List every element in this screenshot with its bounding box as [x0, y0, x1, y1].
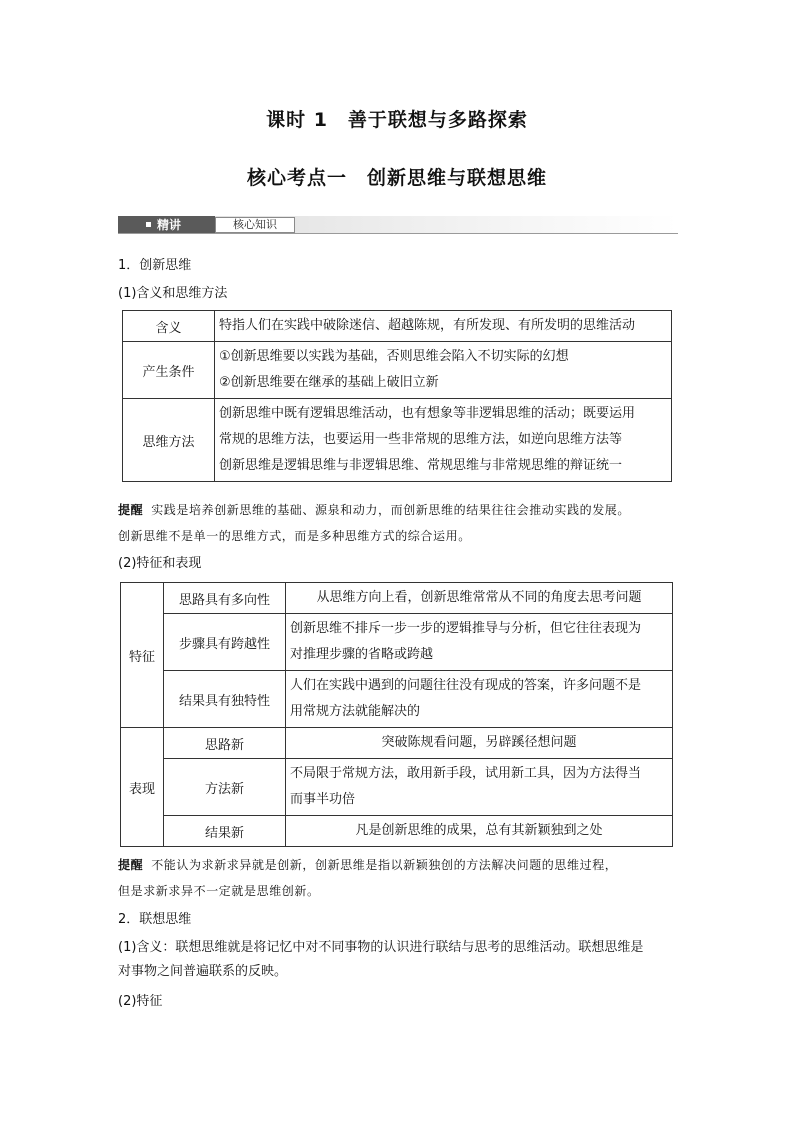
section1-heading: 1．创新思维	[118, 258, 192, 273]
feature-name: 结果新	[164, 816, 286, 847]
row-content	[215, 342, 672, 399]
content-line: ①创新思维要以实践为基础，否则思维会陷入不切实际的幻想	[219, 349, 569, 364]
note-line: 创新思维不是单一的思维方式，而是多种思维方式的综合运用。	[118, 529, 471, 543]
feature-content	[286, 728, 673, 759]
note-line	[118, 497, 683, 523]
table-row	[123, 399, 672, 482]
group-label: 表现	[121, 728, 164, 847]
content-line: 创新思维不排斥一步一步的逻辑推导与分析，但它往往表现为	[290, 621, 642, 636]
definition-method-table	[122, 310, 672, 482]
section-banner	[118, 216, 678, 234]
feature-name: 思路新	[164, 728, 286, 759]
section1-sub1: (1)含义和思维方法	[118, 286, 228, 301]
note-line: 但是求新求异不一定就是思维创新。	[118, 884, 320, 898]
section2-definition	[118, 936, 678, 984]
content-line: 用常规方法就能解决的	[290, 704, 421, 719]
content-line: 创新思维是逻辑思维与非逻辑思维、常规思维与非常规思维的辩证统一	[219, 458, 623, 473]
content-line: 从思维方向上看，创新思维常常从不同的角度去思考问题	[316, 590, 642, 605]
group-label: 特征	[121, 583, 164, 728]
feature-content	[286, 759, 673, 816]
content-line: 凡是创新思维的成果，总有其新颖独到之处	[355, 823, 603, 838]
table-row	[121, 728, 673, 759]
table-row	[121, 759, 673, 816]
feature-name: 思路具有多向性	[164, 583, 286, 614]
note-2	[118, 852, 683, 904]
feature-name: 结果具有独特性	[164, 671, 286, 728]
table-row	[121, 583, 673, 614]
content-line: 突破陈规看问题，另辟蹊径想问题	[381, 735, 577, 750]
section2-heading: 2．联想思维	[118, 912, 192, 927]
feature-name: 方法新	[164, 759, 286, 816]
feature-name: 步骤具有跨越性	[164, 614, 286, 671]
note-1	[118, 497, 683, 549]
table-row	[121, 614, 673, 671]
core-point-title: 核心考点一 创新思维与联想思维	[246, 167, 547, 189]
banner-divider	[118, 233, 678, 234]
section2-sub2: (2)特征	[118, 994, 163, 1009]
feature-content	[286, 583, 673, 614]
table-row	[123, 311, 672, 342]
content-line: 对推理步骤的省略或跨越	[290, 647, 434, 662]
content-line: 而事半功倍	[290, 792, 356, 807]
note-text: 不能认为求新求异就是创新，创新思维是指以新颖独创的方法解决问题的思维过程，	[151, 858, 618, 872]
content-line: 不局限于常规方法，敢用新手段，试用新工具，因为方法得当	[290, 766, 642, 781]
table-row	[123, 342, 672, 399]
row-content	[215, 311, 672, 342]
definition-line: (1)含义：联想思维就是将记忆中对不同事物的认识进行联结与思考的思维活动。联想思维是	[118, 940, 644, 955]
note-text: 实践是培养创新思维的基础、源泉和动力，而创新思维的结果往往会推动实践的发展。	[151, 503, 631, 517]
row-label: 含义	[123, 311, 215, 342]
section1-sub2: (2)特征和表现	[118, 556, 202, 571]
features-table	[120, 582, 673, 847]
content-line: 创新思维中既有逻辑思维活动，也有想象等非逻辑思维的活动；既要运用	[219, 406, 636, 421]
feature-content	[286, 816, 673, 847]
row-content	[215, 399, 672, 482]
feature-content	[286, 614, 673, 671]
note-label: 提醒	[118, 503, 144, 517]
definition-line: 对事物之间普遍联系的反映。	[118, 964, 288, 979]
row-label: 产生条件	[123, 342, 215, 399]
content-line: 特指人们在实践中破除迷信、超越陈规，有所发现、有所发明的思维活动	[219, 318, 636, 333]
banner-left-text: 精讲	[157, 218, 182, 232]
banner-dark-label	[118, 216, 215, 234]
table-row	[121, 816, 673, 847]
note-line	[118, 852, 683, 878]
square-bullet-icon	[146, 222, 151, 227]
row-label: 思维方法	[123, 399, 215, 482]
note-label: 提醒	[118, 858, 144, 872]
banner-right-label: 核心知识	[215, 217, 295, 233]
table-row	[121, 671, 673, 728]
content-line: 常规的思维方法，也要运用一些非常规的思维方法，如逆向思维方法等	[219, 432, 623, 447]
feature-content	[286, 671, 673, 728]
content-line: ②创新思维要在继承的基础上破旧立新	[219, 375, 439, 390]
content-line: 人们在实践中遇到的问题往往没有现成的答案，许多问题不是	[290, 678, 642, 693]
lesson-title: 课时 1 善于联想与多路探索	[266, 109, 528, 131]
